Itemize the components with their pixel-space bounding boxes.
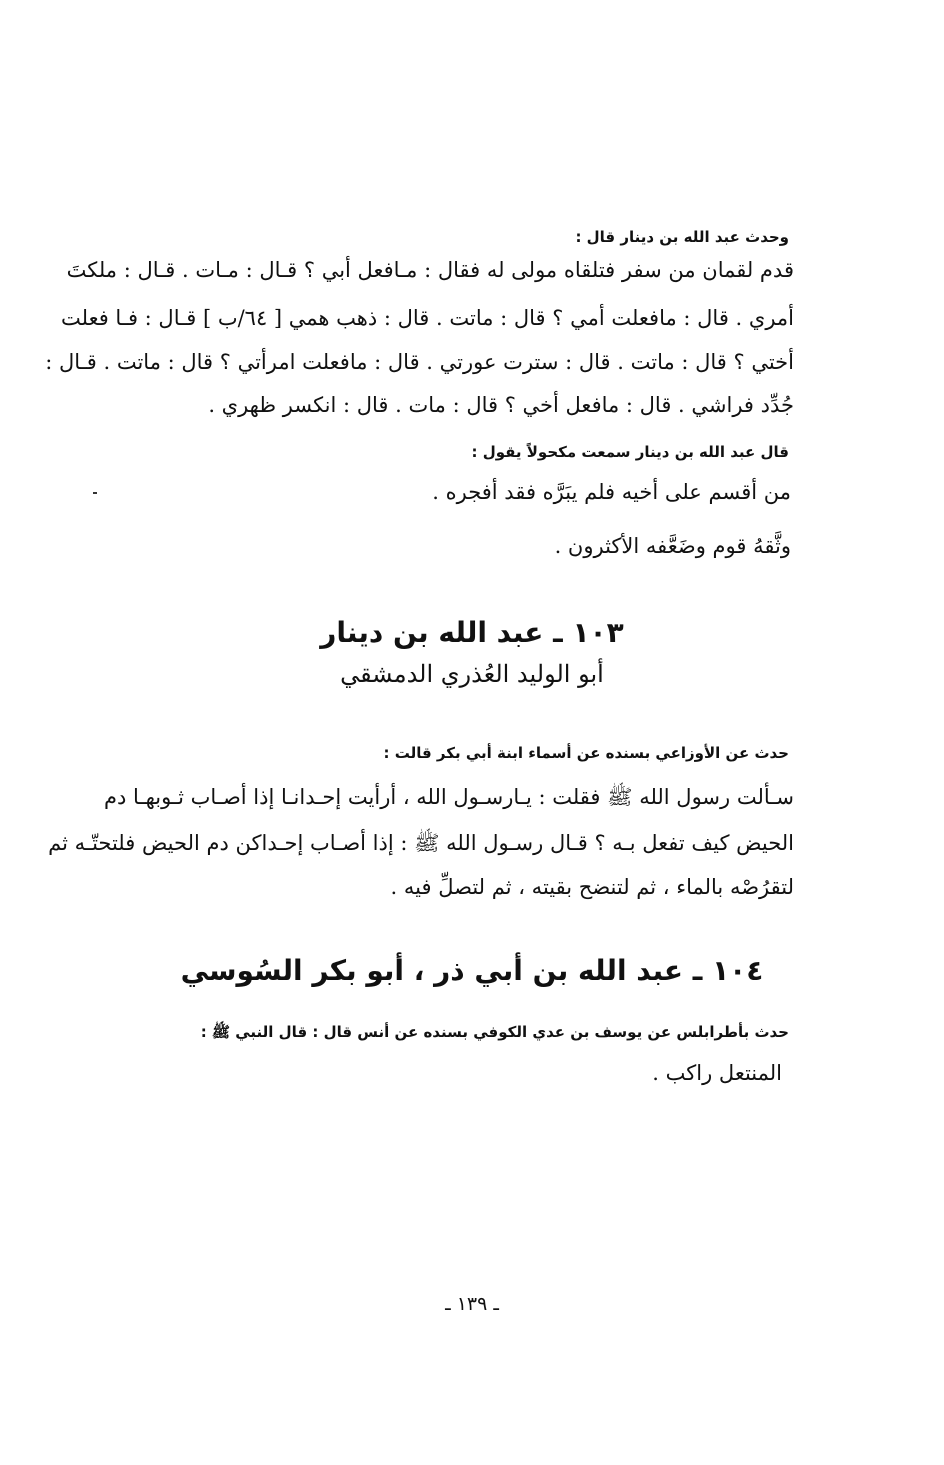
- page-number: ـ ١٣٩ ـ: [445, 1293, 499, 1315]
- section1-intro: وحدث عبد الله بن دينار قال :: [575, 228, 789, 246]
- section2-line-1: من أقسم على أخيه فلم يبَرَّه فقد أفجره .: [432, 480, 791, 504]
- entry103-intro: حدث عن الأوزاعي بسنده عن أسماء ابنة أبي بكر قالت :: [383, 744, 789, 762]
- entry103-line-3: لتقرُصْه بالماء ، ثم لتنضح بقيته ، ثم لتصلِّ فيه .: [390, 875, 794, 899]
- entry103-line-2: الحيض كيف تفعل بـه ؟ قـال رسـول الله ﷺ : إذا أصـاب إحـداكن دم الحيض فلتحتّـه ثم: [48, 831, 794, 855]
- section2-line-2: وثَّقهُ قوم وضَعَّفه الأكثرون .: [554, 534, 791, 558]
- section2-intro: قال عبد الله بن دينار سمعت مكحولاً يقول :: [471, 443, 789, 461]
- entry104-title: ١٠٤ ـ عبد الله بن أبي ذر ، أبو بكر السُوسي: [180, 954, 764, 987]
- stray-mark: [93, 492, 97, 494]
- entry103-title: ١٠٣ ـ عبد الله بن دينار: [320, 616, 624, 649]
- entry104-intro: حدث بأطرابلس عن يوسف بن عدي الكوفي بسنده عن أنس قال : قال النبي ﷺ :: [200, 1023, 789, 1041]
- entry103-line-1: سـألت رسول الله ﷺ فقلت : يـارسـول الله ، أرأيت إحـدانـا إذا أصـاب ثـوبهـا دم: [104, 785, 794, 809]
- entry104-line-1: المنتعل راكب .: [652, 1061, 782, 1085]
- entry103-subtitle: أبو الوليد العُذري الدمشقي: [340, 660, 604, 688]
- section1-line-3: أختي ؟ قال : ماتت . قال : سترت عورتي . قال : مافعلت امرأتي ؟ قال : ماتت . قـال :: [45, 350, 794, 374]
- section1-line-4: جُدِّد فراشي . قال : مافعل أخي ؟ قال : مات . قال : انكسر ظهري .: [208, 393, 794, 417]
- section1-line-2: أمري . قال : مافعلت أمي ؟ قال : ماتت . قال : ذهب همي [ ٦٤/ب ] قـال : فـا فعلت: [61, 306, 794, 330]
- section1-line-1: قدم لقمان من سفر فتلقاه مولى له فقال : مـافعل أبي ؟ قـال : مـات . قـال : ملكتَ: [66, 258, 794, 282]
